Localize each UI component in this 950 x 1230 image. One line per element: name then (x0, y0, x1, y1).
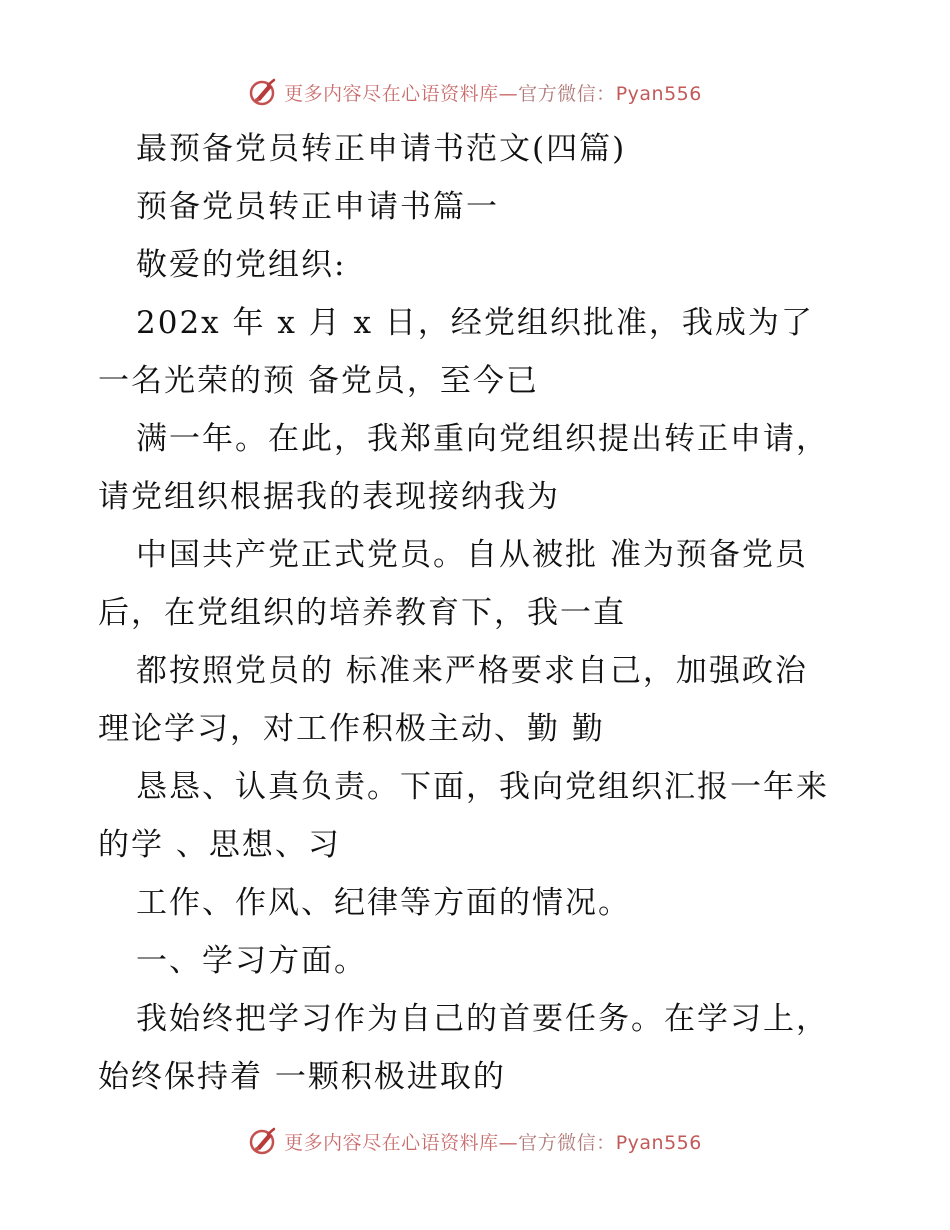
paragraph-line: 请党组织根据我的表现接纳我为 (98, 479, 560, 515)
paragraph-line: 都按照党员的 标准来严格要求自己，加强政治 (136, 653, 808, 689)
paragraph-line: 后，在党组织的培养教育下，我一直 (98, 595, 626, 631)
paragraph-line: 理论学习，对工作积极主动、勤 勤 (98, 711, 605, 747)
document-body (98, 120, 868, 1106)
document-title: 最预备党员转正申请书范文(四篇) (136, 131, 627, 167)
paragraph-line: 的学 、思想、习 (98, 827, 341, 863)
paragraph-line: 202x 年 x 月 x 日，经党组织批准，我成为了 (136, 305, 814, 341)
watermark-wechat-label: 官方微信： (518, 82, 616, 105)
paragraph-line: 一名光荣的预 备党员，至今已 (98, 363, 539, 399)
paragraph-line: 工作、作风、纪律等方面的情况。 (136, 885, 631, 921)
brush-logo-icon (248, 1126, 278, 1156)
paragraph-line: 中国共产党正式党员。自从被批 准为预备党员 (136, 537, 808, 573)
paragraph-line: 满一年。在此，我郑重向党组织提出转正申请， (136, 421, 829, 457)
header-watermark-banner (0, 72, 950, 112)
watermark-wechat-id: Pyan556 (615, 1131, 702, 1154)
brush-logo-icon (248, 77, 278, 107)
watermark-text (284, 1128, 702, 1155)
salutation: 敬爱的党组织: (136, 247, 347, 283)
paragraph-line: 始终保持着 一颗积极进取的 (98, 1059, 506, 1095)
watermark-library-text: 更多内容尽在心语资料库— (284, 1131, 519, 1154)
watermark-wechat-label: 官方微信： (518, 1131, 616, 1154)
subsection-heading: 一、学习方面。 (136, 943, 367, 979)
paragraph-line: 恳恳、认真负责。下面，我向党组织汇报一年来 (136, 769, 829, 805)
watermark-wechat-id: Pyan556 (615, 82, 702, 105)
footer-watermark-banner (0, 1121, 950, 1161)
paragraph-line: 我始终把学习作为自己的首要任务。在学习上， (136, 1001, 829, 1037)
watermark-text (284, 79, 702, 106)
section-heading: 预备党员转正申请书篇一 (136, 189, 499, 225)
watermark-library-text: 更多内容尽在心语资料库— (284, 82, 519, 105)
